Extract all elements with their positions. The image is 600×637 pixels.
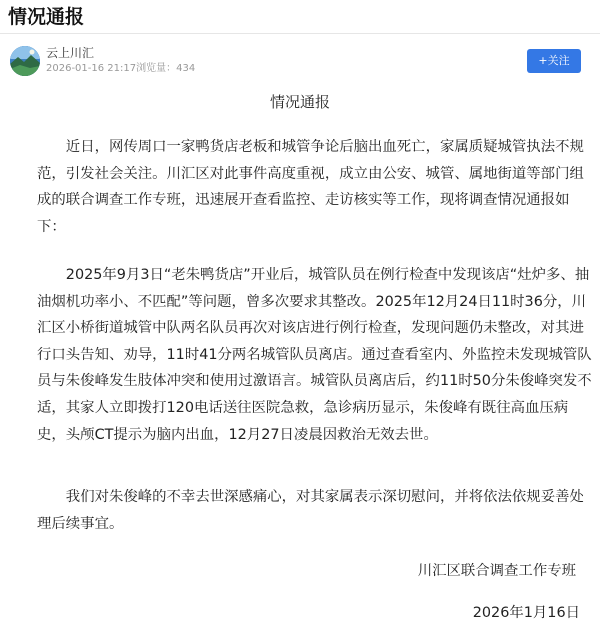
avatar[interactable] [10, 46, 40, 76]
article-paragraph: 我们对朱俊峰的不幸去世深感痛心，对其家属表示深切慰问，并将依法依规妥善处理后续事宜。 [37, 489, 584, 532]
landscape-avatar-icon [10, 46, 40, 76]
post-meta: 2026-01-16 21:17浏览量：434 [46, 63, 196, 74]
signature-date: 2026年1月16日 [472, 605, 580, 621]
article-paragraph: 近日，网传周口一家鸭货店老板和城管争论后脑出血死亡，家属质疑城管执法不规范，引发社会关注。川汇区对此事件高度重视，成立由公安、城管、属地街道等部门组成的联合调查工作专班，迅速展开查看监控、走访核实等工作，现将调查情况通报如下： [37, 139, 584, 235]
follow-button[interactable]: +关注 [527, 49, 581, 73]
article-heading: 情况通报 [269, 93, 330, 111]
header-divider [0, 33, 600, 34]
signature: 川汇区联合调查工作专班 [417, 563, 576, 579]
article-paragraph: 2025年9月3日“老朱鸭货店”开业后，城管队员在例行检查中发现该店“灶炉多、抽油烟机功率小、不匹配”等问题，曾多次要求其整改。2025年12月24日11时36分，川汇区小桥街道城管中队两名队员再次对该店进行例行检查，发现问题仍未整改，对其进行口头告知、劝导，11时41分两名城管队员离店。通过查看室内、外监控未发现城管队员与朱俊峰发生肢体冲突和使用过激语言。城管队员离店后，约11时50分朱俊峰突发不适，其家人立即拨打120电话送往医院急救，急诊病历显示，朱俊峰有既往高血压病史，头颅CT提示为脑内出血，12月27日凌晨因救治无效去世。 [37, 267, 592, 443]
page-title: 情况通报 [8, 6, 85, 28]
account-name[interactable]: 云上川汇 [46, 46, 95, 60]
